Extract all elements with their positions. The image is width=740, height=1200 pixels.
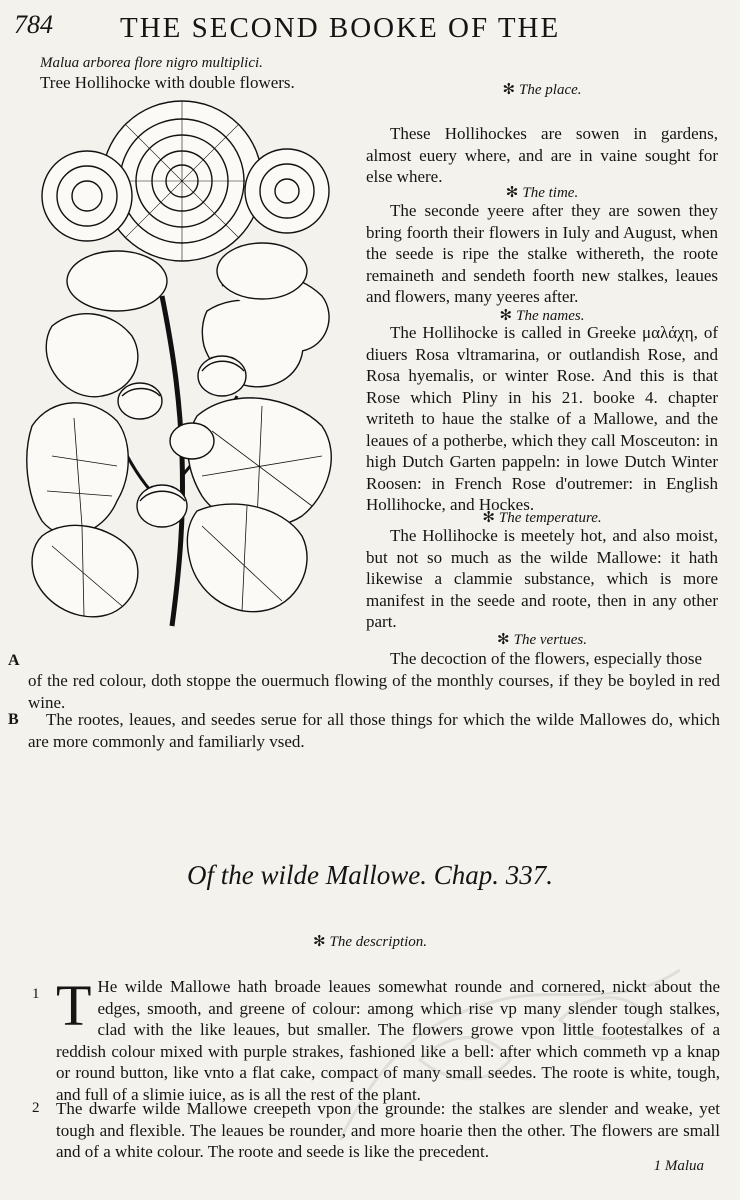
paragraph-number-2: 2: [32, 1100, 40, 1116]
temperature-text: The Hollihocke is meetely hot, and also moist, but not so much as the wilde Mallowe: it hath likewise a clammie substance, which is more manifest in the seede and roote, then in any other part.: [366, 526, 718, 631]
section-heading-place: ✻ The place.: [502, 82, 582, 98]
section-heading-names: ✻ The names.: [499, 308, 585, 324]
figure-caption-english: Tree Hollihocke with double flowers.: [40, 73, 295, 92]
page-number: 784: [14, 10, 53, 39]
names-text: The Hollihocke is called in Greeke μαλάχη, of diuers Rosa vltramarina, or outlandish Rose, and Rosa hyemalis, or winter Rose. And this is that Rose which Pliny in his 21. booke 4. chapter writeth to haue the stalke of a Mallowe, and the leaues of a potherbe, which they call Mosceuton: in high Dutch Garten pappeln: in lowe Dutch Winter Roosen: in French Rose d'outremer: in English Hollihocke, and Hockes.: [366, 323, 718, 514]
place-text: These Hollihockes are sowen in gardens, almost euery where, and are in vaine sought for else where.: [366, 124, 718, 186]
description-paragraph-1: T He wilde Mallowe hath broade leaues somewhat rounde and cornered, nickt about the edges, smooth, and greene of colour: among which rise vp many slender tough stalkes, clad with the like leaues, but smaller. The flowers growe vpon little footestalkes of a reddish colour mixed with purple strakes, fashioned like a bell: after which commeth vp a knap or round button, like vnto a flat cake, compact of many small seedes. The roote is white, tough, and full of a slimie iuice, as is all the rest of the plant.: [56, 973, 720, 1104]
catchword: 1 Malua: [653, 1158, 704, 1174]
margin-marker-b: B: [8, 711, 19, 728]
drop-cap: T: [56, 973, 92, 1038]
section-heading-time: ✻ The time.: [505, 185, 579, 201]
description-paragraph-2: The dwarfe wilde Mallowe creepeth vpon the grounde: the stalkes are slender and weake, yet tough and flexible. The leaues be rounder, and more hoarie then the other. The flowers are small and of a white colour. The roote and seede is like the precedent.: [56, 1099, 720, 1161]
section-temperature: [366, 525, 718, 633]
description-heading: ✻ The description.: [312, 934, 428, 950]
vertue-b-text: The rootes, leaues, and seedes serue for all those things for which the wilde Mallowes do, which are more commonly and familiarly vsed.: [28, 710, 720, 751]
figure-caption-latin: Malua arborea flore nigro multiplici.: [40, 55, 263, 71]
margin-marker-a: A: [8, 652, 20, 669]
section-names: [366, 322, 718, 516]
section-heading-vertues: ✻ The vertues.: [497, 632, 587, 648]
vertue-a-text: of the red colour, doth stoppe the ouermuch flowing of the monthly courses, if they be boyled in red wine.: [28, 671, 720, 712]
vertue-a-first-line: The decoction of the flowers, especially those: [390, 649, 703, 668]
running-head: THE SECOND BOOKE OF THE: [120, 12, 561, 44]
section-heading-temperature: ✻ The temperature.: [482, 510, 602, 526]
paragraph-number-1: 1: [32, 986, 40, 1002]
time-text: The seconde yeere after they are sowen they bring foorth their flowers in Iuly and August, when the seede is ripe the stalke withereth, the roote remaineth and sendeth foorth new stalkes, leaues and flowers, many yeeres after.: [366, 201, 718, 306]
section-time: [366, 200, 718, 308]
chapter-title: Of the wilde Mallowe. Chap. 337.: [187, 860, 553, 890]
hollyhock-woodcut-illustration: [22, 96, 342, 636]
section-place: [366, 123, 718, 188]
